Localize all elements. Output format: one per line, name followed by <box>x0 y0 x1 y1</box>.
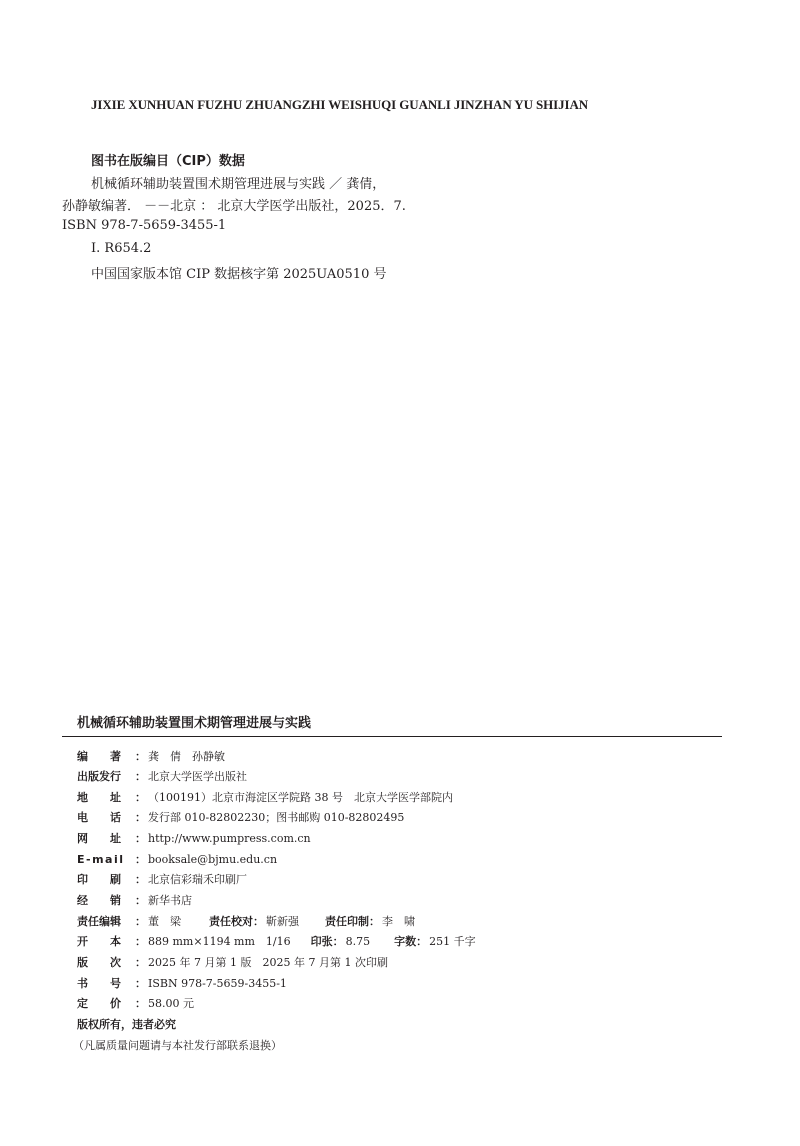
proof-label: 责任校对 <box>209 915 253 928</box>
web-label: 网 址 <box>77 832 121 845</box>
colon: ： <box>135 997 146 1010</box>
isbn-label: 书 号 <box>77 977 121 990</box>
isbn-value: ISBN 978-7-5659-3455-1 <box>148 976 287 990</box>
colon: ： <box>135 853 146 866</box>
colon: ： <box>135 894 146 907</box>
format-value: 889 mm×1194 mm 1/16 <box>148 935 291 948</box>
email-label: E-mail <box>77 852 125 866</box>
dist-value: 新华书店 <box>148 894 192 907</box>
sheets-label: 印张 <box>310 935 333 948</box>
words-value: 251 千字 <box>429 935 476 948</box>
info-row-isbn <box>77 973 287 993</box>
author-value: 龚 倩 孙静敏 <box>148 750 225 763</box>
dist-label: 经 销 <box>77 894 121 907</box>
info-row-email <box>77 849 277 869</box>
info-row-author <box>77 746 225 766</box>
author-label: 编 著 <box>77 750 121 763</box>
cip-heading: 图书在版编目（CIP）数据 <box>91 154 245 169</box>
colon: ： <box>135 915 146 928</box>
info-row-responsibility <box>77 911 415 931</box>
print-label: 印 刷 <box>77 873 121 886</box>
format-label: 开 本 <box>77 935 121 948</box>
email-value[interactable]: booksale@bjmu.edu.cn <box>148 852 278 866</box>
price-value: 58.00 元 <box>148 997 194 1010</box>
pinyin-title: JIXIE XUNHUAN FUZHU ZHUANGZHI WEISHUQI GUANLI JINZHAN YU SHIJIAN <box>91 97 589 112</box>
info-row-printer <box>77 869 247 889</box>
return-note: （凡属质量问题请与本社发行部联系退换） <box>73 1039 282 1052</box>
cip-line-1: 机械循环辅助装置围术期管理进展与实践 ／ 龚倩， <box>91 177 386 192</box>
printing-label: 责任印制 <box>325 915 369 928</box>
publisher-value: 北京大学医学出版社 <box>148 770 247 783</box>
edition-value: 2025 年 7 月第 1 版 2025 年 7 月第 1 次印刷 <box>148 956 388 969</box>
phone-label: 电 话 <box>77 811 121 824</box>
info-row-price <box>77 993 194 1013</box>
edition-label: 版 次 <box>77 956 121 969</box>
info-row-publisher <box>77 766 247 786</box>
printing-value: 李 啸 <box>382 915 415 928</box>
copyright-notice: 版权所有，违者必究 <box>77 1018 176 1031</box>
print-value: 北京信彩瑞禾印刷厂 <box>148 873 247 886</box>
cip-line-classification: Ⅰ. R654.2 <box>91 241 152 256</box>
price-label: 定 价 <box>77 997 121 1010</box>
colon: ： <box>135 935 146 948</box>
title-divider <box>62 736 722 737</box>
info-row-distributor <box>77 890 192 910</box>
colon: ： <box>135 750 146 763</box>
info-row-copyright <box>77 1014 176 1034</box>
info-row-format <box>77 931 476 951</box>
info-row-phone <box>77 807 404 827</box>
sheets-value: 8.75 <box>345 934 371 948</box>
colon: ： <box>135 873 146 886</box>
colon: ： <box>135 832 146 845</box>
words-label: 字数 <box>394 935 417 948</box>
colon: ： <box>135 977 146 990</box>
colon: ： <box>416 935 428 948</box>
address-value: （100191）北京市海淀区学院路 38 号 北京大学医学部院内 <box>148 791 453 804</box>
publisher-label: 出版发行 <box>77 770 121 783</box>
address-label: 地 址 <box>77 791 121 804</box>
colon: ： <box>135 811 146 824</box>
book-title: 机械循环辅助装置围术期管理进展与实践 <box>77 716 312 731</box>
info-row-edition <box>77 952 388 972</box>
colon: ： <box>332 935 344 948</box>
editor-value: 董 梁 <box>148 915 181 928</box>
colon: ： <box>135 791 146 804</box>
proof-value: 靳新强 <box>266 915 299 928</box>
web-value[interactable]: http://www.pumpress.com.cn <box>148 831 311 845</box>
cip-line-isbn: ISBN 978-7-5659-3455-1 <box>62 218 227 233</box>
info-row-website <box>77 828 311 848</box>
info-row-return-note <box>73 1035 282 1055</box>
cip-line-2: 孙静敏编著． －－北京 ： 北京大学医学出版社，2025．7. <box>62 199 406 214</box>
editor-label: 责任编辑 <box>77 915 121 928</box>
phone-value: 发行部 010-82802230；图书邮购 010-82802495 <box>148 811 405 824</box>
colon: ： <box>253 915 264 928</box>
colon: ： <box>135 770 146 783</box>
info-row-address <box>77 787 453 807</box>
colon: ： <box>135 956 146 969</box>
cip-line-record-number: 中国国家版本馆 CIP 数据核字第 2025UA0510 号 <box>91 267 387 282</box>
colon: ： <box>369 915 380 928</box>
